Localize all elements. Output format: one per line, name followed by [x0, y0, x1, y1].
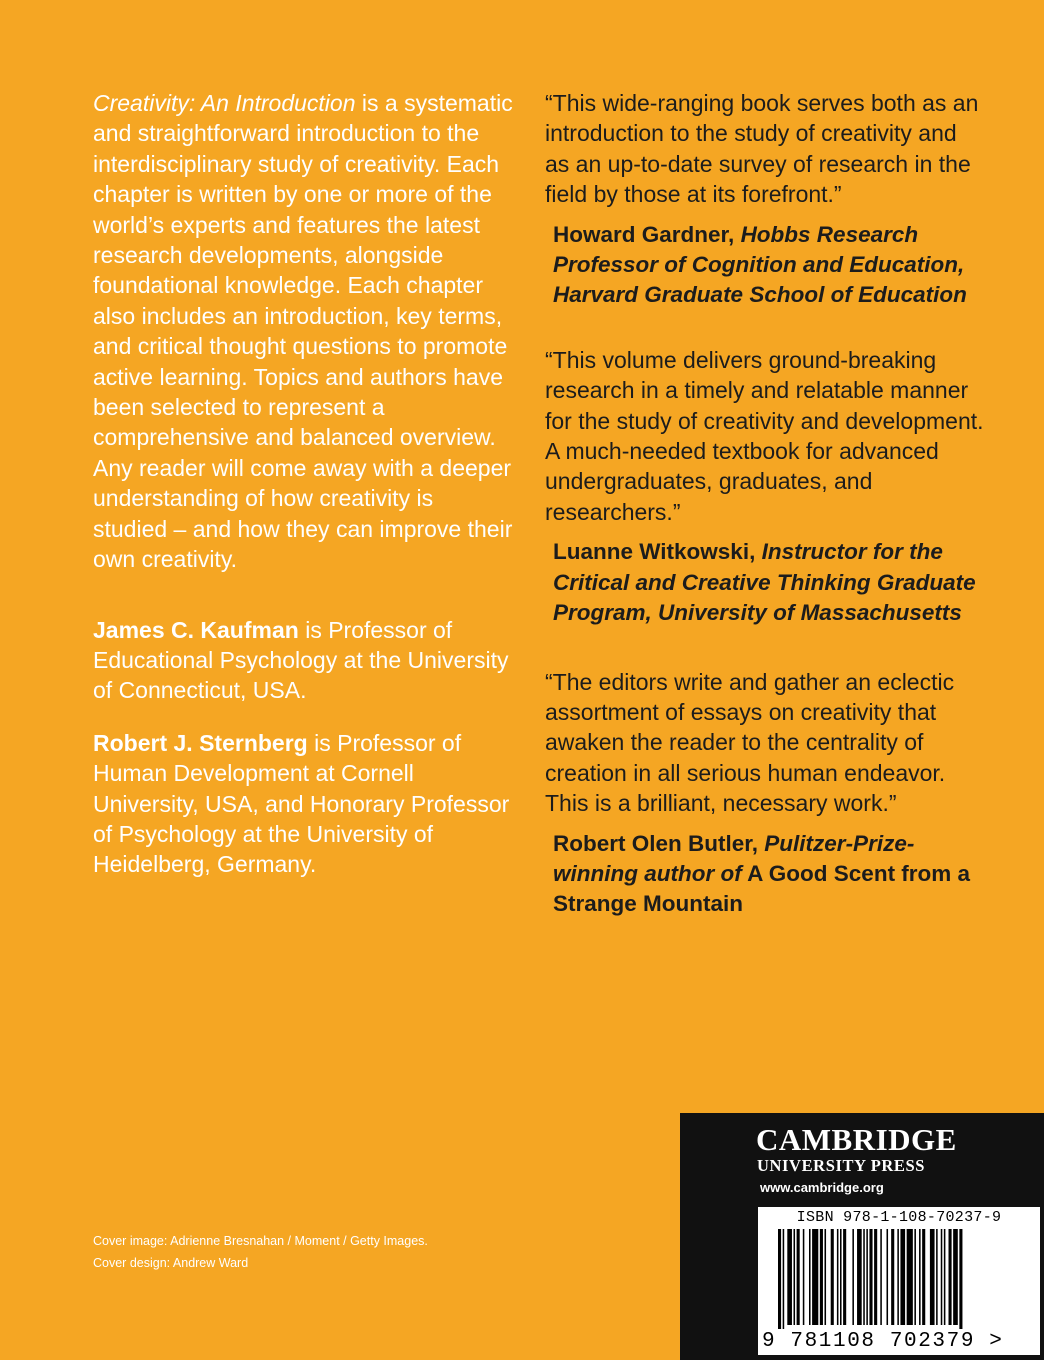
description-text: is a systematic and straightforward introduction to the interdisciplinary study of creativity. Each chapter is written by one or more of the world’s experts and features the latest research developments, alongside foundational knowledge. Each chapter also includes an introduction, key terms, and critical thought questions to promote active learning. Topics and authors have been selected to represent a comprehensive and balanced overview. Any reader will come away with a deeper understanding of how creativity is studied – and how they can improve their own creativity. [93, 90, 513, 573]
barcode-bar [783, 1229, 785, 1329]
barcode-bar [897, 1229, 899, 1325]
endorsement-attribution [553, 537, 985, 628]
barcode-bar [863, 1229, 865, 1325]
barcode-bar [949, 1229, 952, 1325]
endorsement-quote: “This wide-ranging book serves both as an introduction to the study of creativity and as an up-to-date survey of research in the field by those at its forefront.” [545, 90, 979, 208]
barcode-bar [869, 1229, 872, 1325]
barcode-bar [936, 1229, 938, 1325]
book-description [93, 88, 513, 575]
barcode-box [758, 1207, 1040, 1355]
cover-credits [93, 1230, 428, 1274]
endorsement-quote: “The editors write and gather an eclectic assortment of essays on creativity that awaken the reader to the centrality of creation in all serious human endeavor. This is a brilliant, necessary work.” [545, 668, 955, 817]
barcode-bar [787, 1229, 792, 1325]
barcode-bar [959, 1229, 962, 1329]
barcode-bar [900, 1229, 905, 1325]
barcode-bar [919, 1229, 921, 1325]
barcode-graphic [758, 1229, 1040, 1329]
barcode-bar [857, 1229, 862, 1325]
barcode-bar [837, 1229, 839, 1325]
endorsement [545, 345, 985, 629]
endorsement [545, 88, 985, 311]
endorser-title: Hobbs Research Professor of Cognition and Education, Harvard Graduate School of Education [553, 221, 967, 308]
cover-image-credit: Cover image: Adrienne Bresnahan / Moment / Getty Images. [93, 1234, 428, 1248]
barcode-bar [953, 1229, 958, 1325]
barcode-bar [812, 1229, 818, 1325]
endorsement-attribution [553, 220, 985, 311]
barcode-bar [887, 1229, 889, 1325]
barcode-bar [778, 1229, 781, 1329]
editor-bio [93, 728, 513, 880]
barcode-bar [825, 1229, 827, 1325]
isbn-label: ISBN 978-1-108-70237-9 [796, 1209, 1002, 1226]
barcode-bar [797, 1229, 800, 1325]
editor-bio [93, 615, 513, 706]
barcode-bar [803, 1229, 805, 1325]
book-title: Creativity: An Introduction [93, 90, 356, 116]
barcode-bar [831, 1229, 834, 1325]
endorser-name: Luanne Witkowski, [553, 539, 756, 565]
endorsement-quote: “This volume delivers ground-breaking research in a timely and relatable manner for the study of creativity and development. A much-needed textbook for advanced undergraduates, graduates, and researchers.” [545, 346, 984, 525]
endorsement-attribution [553, 829, 985, 920]
barcode-bar [941, 1229, 943, 1325]
barcode-bar [866, 1229, 868, 1325]
barcode-bar [794, 1229, 796, 1325]
editor-bio-text: is Professor of Human Development at Cornell University, USA, and Honorary Professor of Psychology at the University of Heidelberg, Germany. [93, 729, 510, 878]
endorser-name: Robert Olen Butler, [553, 830, 759, 856]
publisher-subtitle: UNIVERSITY PRESS [757, 1156, 926, 1175]
barcode-bars [758, 1229, 1040, 1329]
editor-name: James C. Kaufman [93, 616, 299, 643]
barcode-bar [820, 1229, 823, 1325]
editor-name: Robert J. Sternberg [93, 729, 308, 756]
barcode-bar [891, 1229, 894, 1325]
barcode-bar [944, 1229, 946, 1325]
publisher-panel [680, 1113, 1044, 1360]
endorser-title: Pulitzer-Prize-winning author of [553, 830, 915, 886]
book-reference: A Good Scent from a Strange Mountain [553, 860, 971, 917]
endorser-name: Howard Gardner, [553, 221, 735, 247]
barcode-bar [809, 1229, 811, 1325]
editor-bio-text: is Professor of Educational Psychology at the University of Connecticut, USA. [93, 616, 509, 704]
description-column [93, 88, 513, 902]
barcode-bar [914, 1229, 916, 1325]
cover-design-credit: Cover design: Andrew Ward [93, 1256, 249, 1270]
publisher-url: www.cambridge.org [760, 1180, 884, 1195]
publisher-logo: CAMBRIDGE [756, 1122, 957, 1157]
barcode-bar [874, 1229, 877, 1325]
barcode-bar [880, 1229, 882, 1325]
endorser-title: Instructor for the Critical and Creative Thinking Graduate Program, University of Massachusetts [553, 539, 976, 626]
barcode-bar [907, 1229, 913, 1325]
barcode-bar [852, 1229, 854, 1325]
endorsements-column [545, 88, 985, 920]
barcode-bar [840, 1229, 842, 1325]
barcode-bar [922, 1229, 925, 1325]
endorsement [545, 667, 985, 920]
barcode-bar [930, 1229, 935, 1325]
barcode-bar [843, 1229, 846, 1325]
barcode-digits: 9 781108 702379 > [762, 1330, 1004, 1353]
